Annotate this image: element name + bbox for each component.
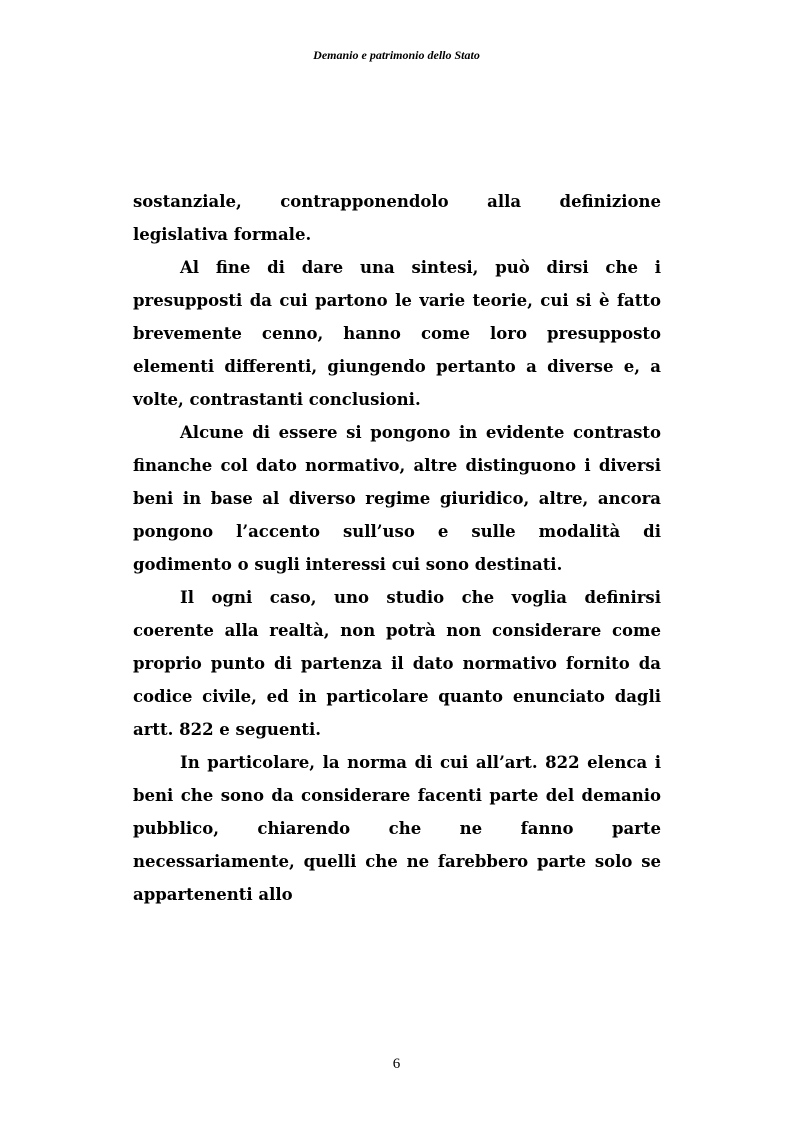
page-number: 6 [392,1056,401,1072]
body-text [133,185,661,911]
paragraph-continuation: sostanziale, contrapponendolo alla definizione legislativa formale. [133,192,661,244]
paragraph: In particolare, la norma di cui all’art. 822 elenca i beni che sono da considerare facenti parte del demanio pubblico, chiarendo che ne fanno parte necessariamente, quelli che ne farebbero parte solo se appartenenti allo [133,753,661,904]
paragraph: Alcune di essere si pongono in evidente contrasto finanche col dato normativo, altre distinguono i diversi beni in base al diverso regime giuridico, altre, ancora pongono l’accento sull’uso e sulle modalità di godimento o sugli interessi cui sono destinati. [133,423,661,574]
paragraph: Al fine di dare una sintesi, può dirsi che i presupposti da cui partono le varie teorie, cui si è fatto brevemente cenno, hanno come loro presupposto elementi differenti, giungendo pertanto a diverse e, a volte, contrastanti conclusioni. [133,258,661,409]
paragraph: Il ogni caso, uno studio che voglia definirsi coerente alla realtà, non potrà non considerare come proprio punto di partenza il dato normativo fornito da codice civile, ed in particolare quanto enunciato dagli artt. 822 e seguenti. [133,588,661,739]
running-header: Demanio e patrimonio dello Stato [313,48,480,62]
